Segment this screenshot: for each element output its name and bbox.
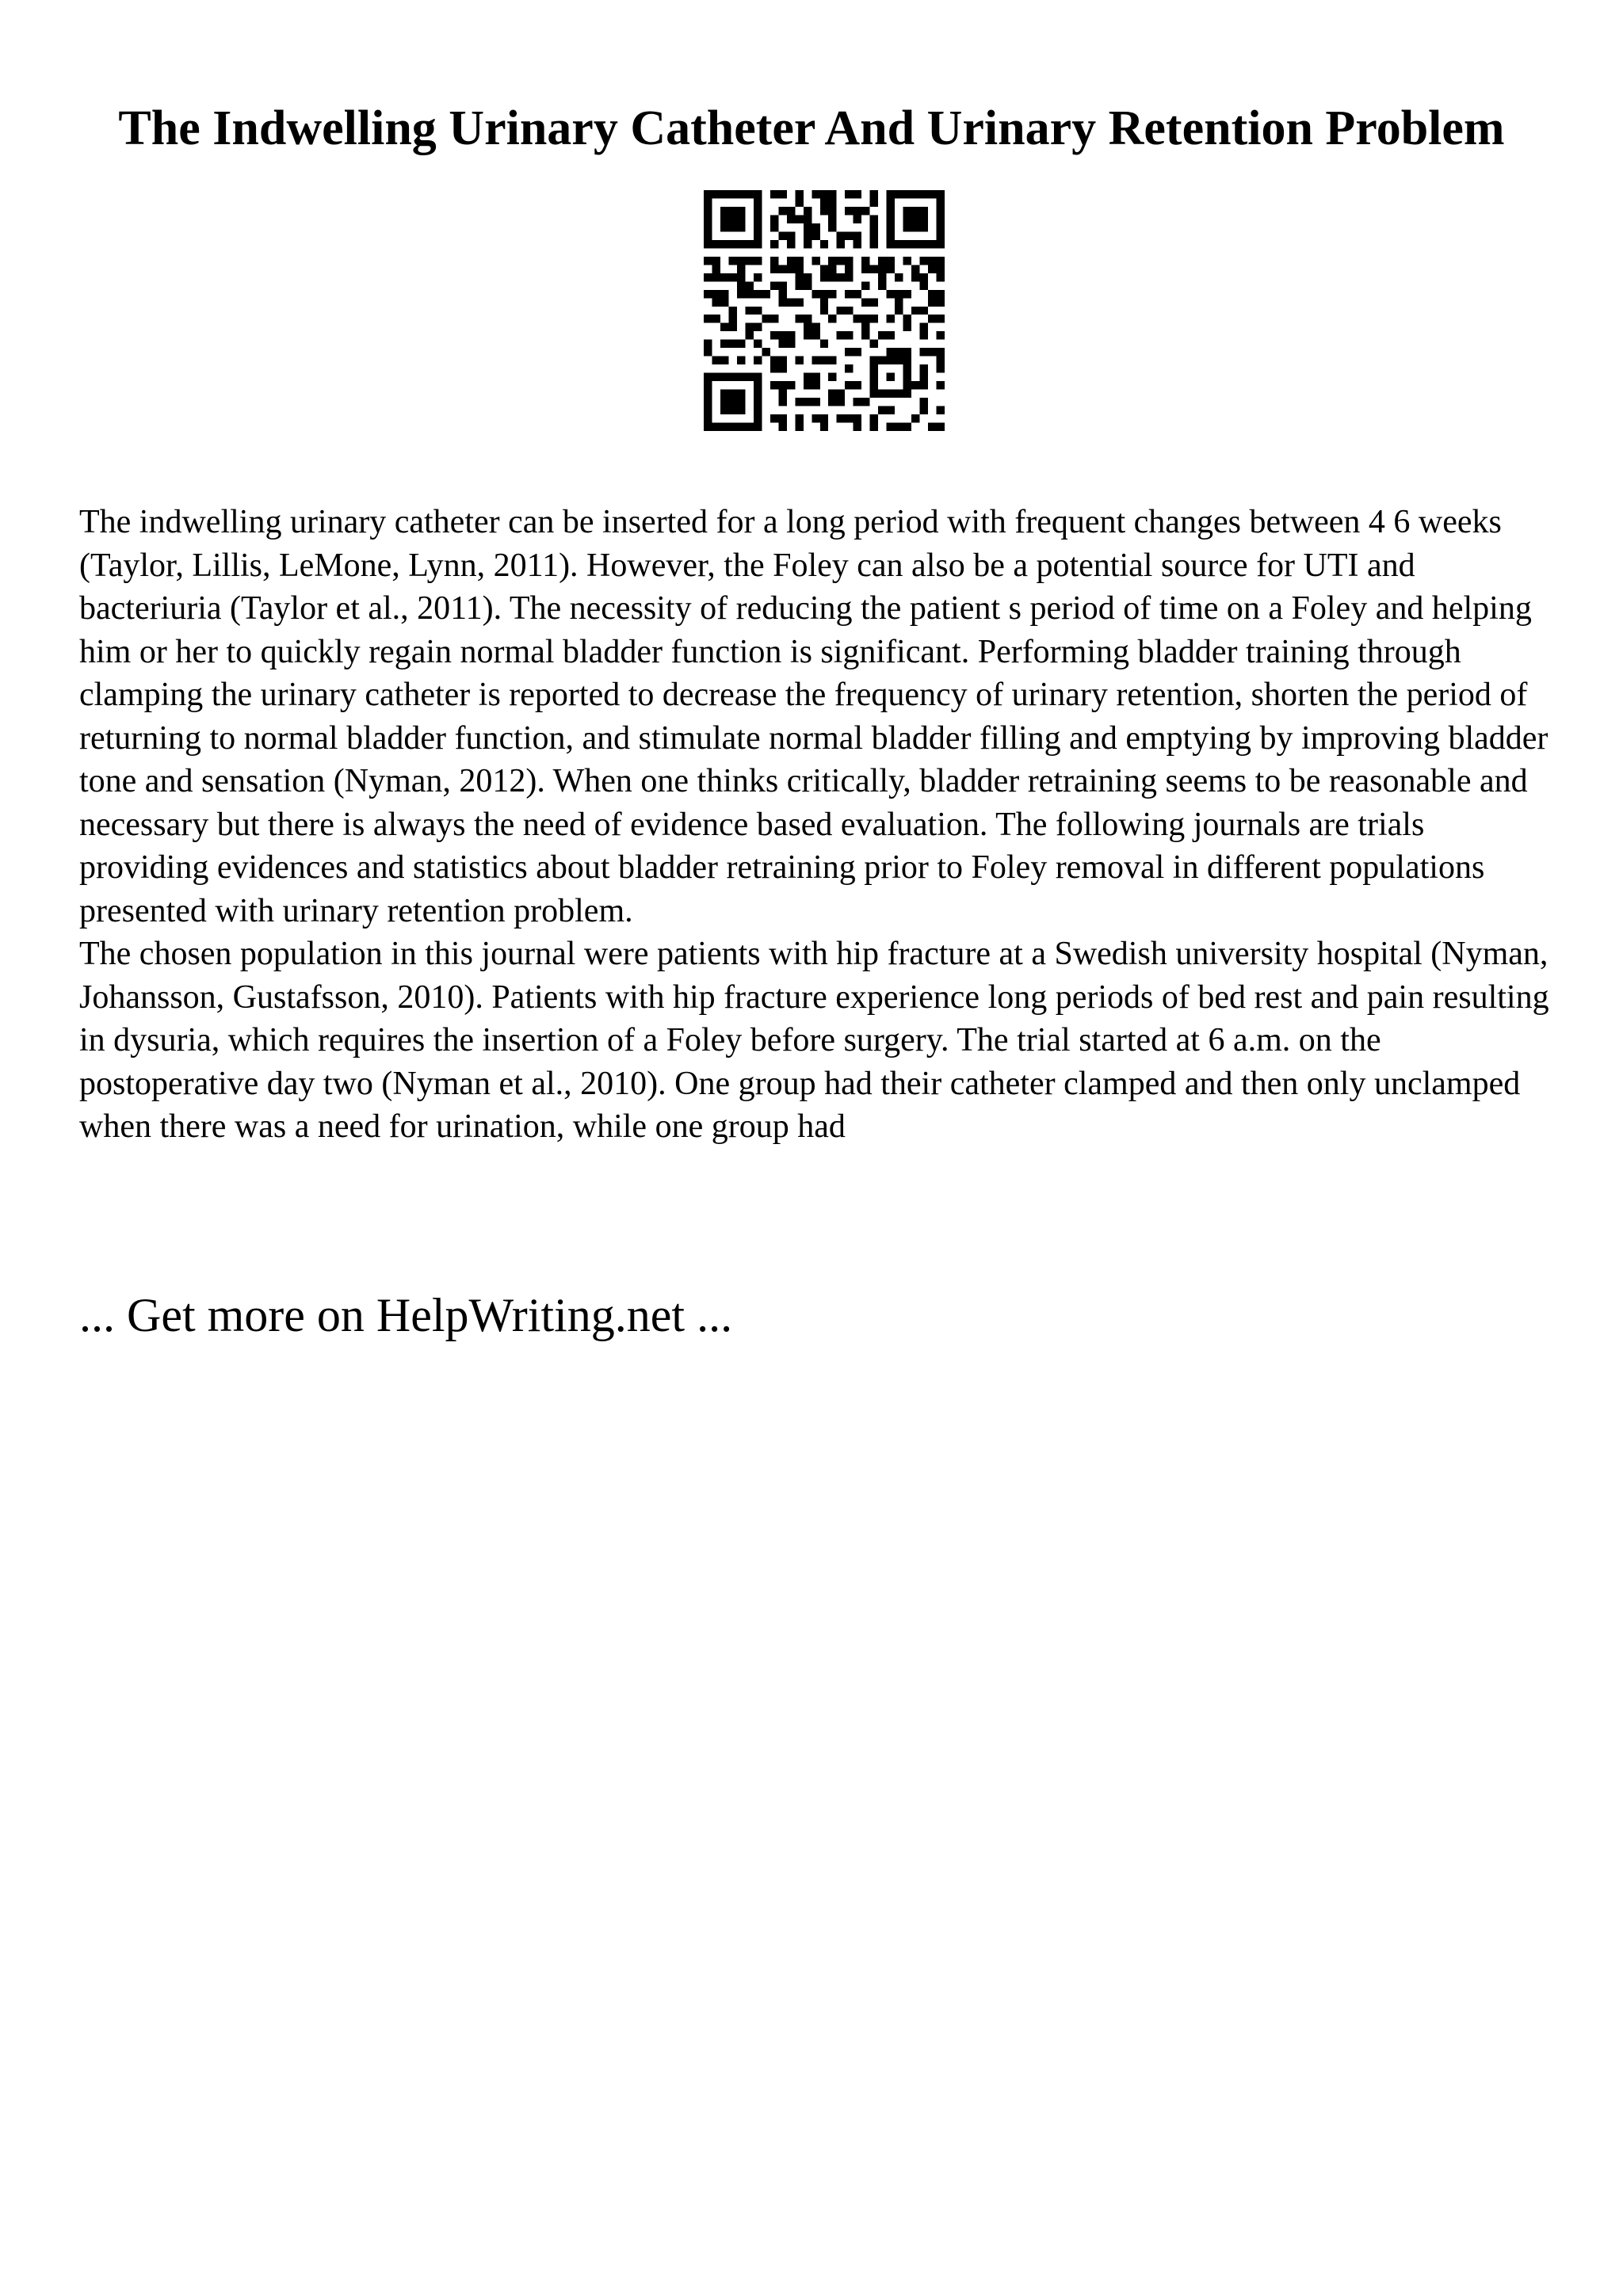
paragraph-1: The indwelling urinary catheter can be inserted for a long period with frequent changes between 4 6 weeks (Taylor, Lillis, LeMone, Lynn, 2011). However, the Foley can also be a potential source for UTI and bacteriuria (Taylor et al., 2011). The necessity of reducing the patient s period of time on a Foley and helping him or her to quickly regain normal bladder function is significant. Performing bladder training through clamping the urinary catheter is reported to decrease the frequency of urinary retention, shorten the period of returning to normal bladder function, and stimulate normal bladder filling and emptying by improving bladder tone and sensation (Nyman, 2012). When one thinks critically, bladder retraining seems to be reasonable and necessary but there is always the need of evidence based evaluation. The following journals are trials providing evidences and statistics about bladder retraining prior to Foley removal in different populations presented with urinary retention problem. xyxy=(79,504,1549,929)
body-text xyxy=(79,501,1553,1149)
qr-code xyxy=(704,190,945,431)
document-title: The Indwelling Urinary Catheter And Urinary Retention Problem xyxy=(118,101,1505,155)
paragraph-2: The chosen population in this journal were patients with hip fracture at a Swedish university hospital (Nyman, Johansson, Gustafsson, 2010). Patients with hip fracture experience long periods of bed rest and pain resulting in dysuria, which requires the insertion of a Foley before surgery. The trial started at 6 a.m. on the postoperative day two (Nyman et al., 2010). One group had their catheter clamped and then only unclamped when there was a need for urination, while one group had xyxy=(79,936,1549,1145)
get-more-link[interactable]: ... Get more on HelpWriting.net ... xyxy=(79,1289,733,1341)
